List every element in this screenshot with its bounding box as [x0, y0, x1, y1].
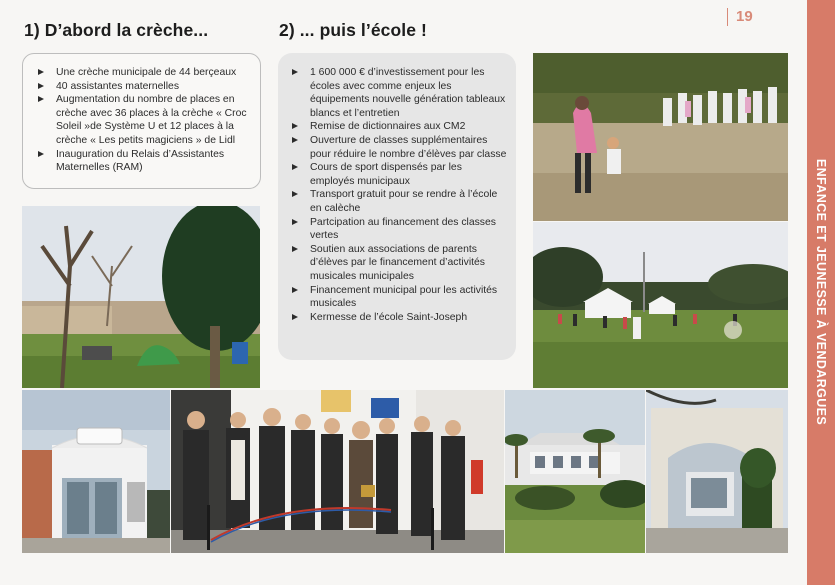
bullet-icon	[292, 69, 298, 75]
children-running-photo	[533, 53, 788, 221]
list-item	[289, 311, 508, 325]
playground-photo	[22, 206, 260, 388]
ecole-list-box	[278, 53, 516, 360]
bullet-icon	[292, 246, 298, 252]
list-item-text: Partcipation au financement des classes vertes	[310, 216, 496, 242]
list-item-text: Financement municipal pour les activités musicales	[310, 284, 498, 310]
school-gate-photo	[646, 390, 788, 553]
creche-building-photo	[22, 390, 170, 553]
list-item	[289, 216, 508, 243]
list-item-text: Remise de dictionnaires aux CM2	[310, 121, 466, 133]
list-item-text: Une crèche municipale de 44 berçeaux	[56, 67, 237, 78]
list-item	[289, 134, 508, 161]
ecole-list	[289, 66, 508, 324]
side-title: ENFANCE ET JEUNESSE À VENDARGUES	[814, 158, 828, 426]
list-item-text: Augmentation du nombre de places en crèche avec 36 places à la crèche « Croc Soleil »de Système U et 12 places à la crèche « Les petits magiciens » de Lidl	[56, 94, 247, 146]
school-building-photo	[505, 390, 645, 553]
list-item	[35, 93, 252, 147]
list-item	[289, 284, 508, 311]
creche-list-box	[22, 53, 261, 189]
section1-heading: 1) D’abord la crèche...	[24, 20, 209, 40]
list-item-text: Cours de sport dispensés par les employés municipaux	[310, 162, 462, 187]
bullet-icon	[292, 123, 298, 129]
bullet-icon	[292, 137, 298, 143]
list-item-text: 1 600 000 € d’investissement pour les écoles avec comme enjeux les équipements nouvelle génération tableaux blancs et l’entretien	[310, 67, 506, 119]
page-number: 19	[727, 8, 753, 26]
list-item-text: Soutien aux associations de parents d’élèves par le financement d’activités musicales municipales	[310, 243, 486, 282]
list-item	[35, 148, 252, 175]
list-item	[35, 80, 252, 94]
inauguration-group-photo	[171, 390, 504, 553]
creche-list	[35, 66, 252, 175]
bullet-icon	[292, 219, 298, 225]
bullet-icon	[292, 164, 298, 170]
list-item-text: Transport gratuit pour se rendre à l’école en calèche	[310, 189, 498, 214]
school-fete-field-photo	[533, 222, 788, 388]
list-item	[35, 66, 252, 80]
list-item-text: Ouverture de classes supplémentaires pour réduire le nombre d’élèves par classe	[310, 134, 507, 160]
bullet-icon	[38, 96, 44, 102]
section2-heading: 2) ... puis l’école !	[279, 20, 427, 40]
bullet-icon	[38, 151, 44, 157]
bullet-icon	[292, 191, 298, 197]
list-item-text: Inauguration du Relais d’Assistantes Maternelles (RAM)	[56, 148, 225, 174]
list-item	[289, 243, 508, 284]
bullet-icon	[292, 314, 298, 320]
bullet-icon	[292, 287, 298, 293]
list-item-text: Kermesse de l’école Saint-Joseph	[310, 311, 468, 323]
list-item	[289, 188, 508, 215]
list-item	[289, 161, 508, 188]
list-item	[289, 66, 508, 120]
list-item-text: 40 assistantes maternelles	[56, 80, 180, 92]
bullet-icon	[38, 69, 44, 75]
bullet-icon	[38, 83, 44, 89]
list-item	[289, 120, 508, 134]
